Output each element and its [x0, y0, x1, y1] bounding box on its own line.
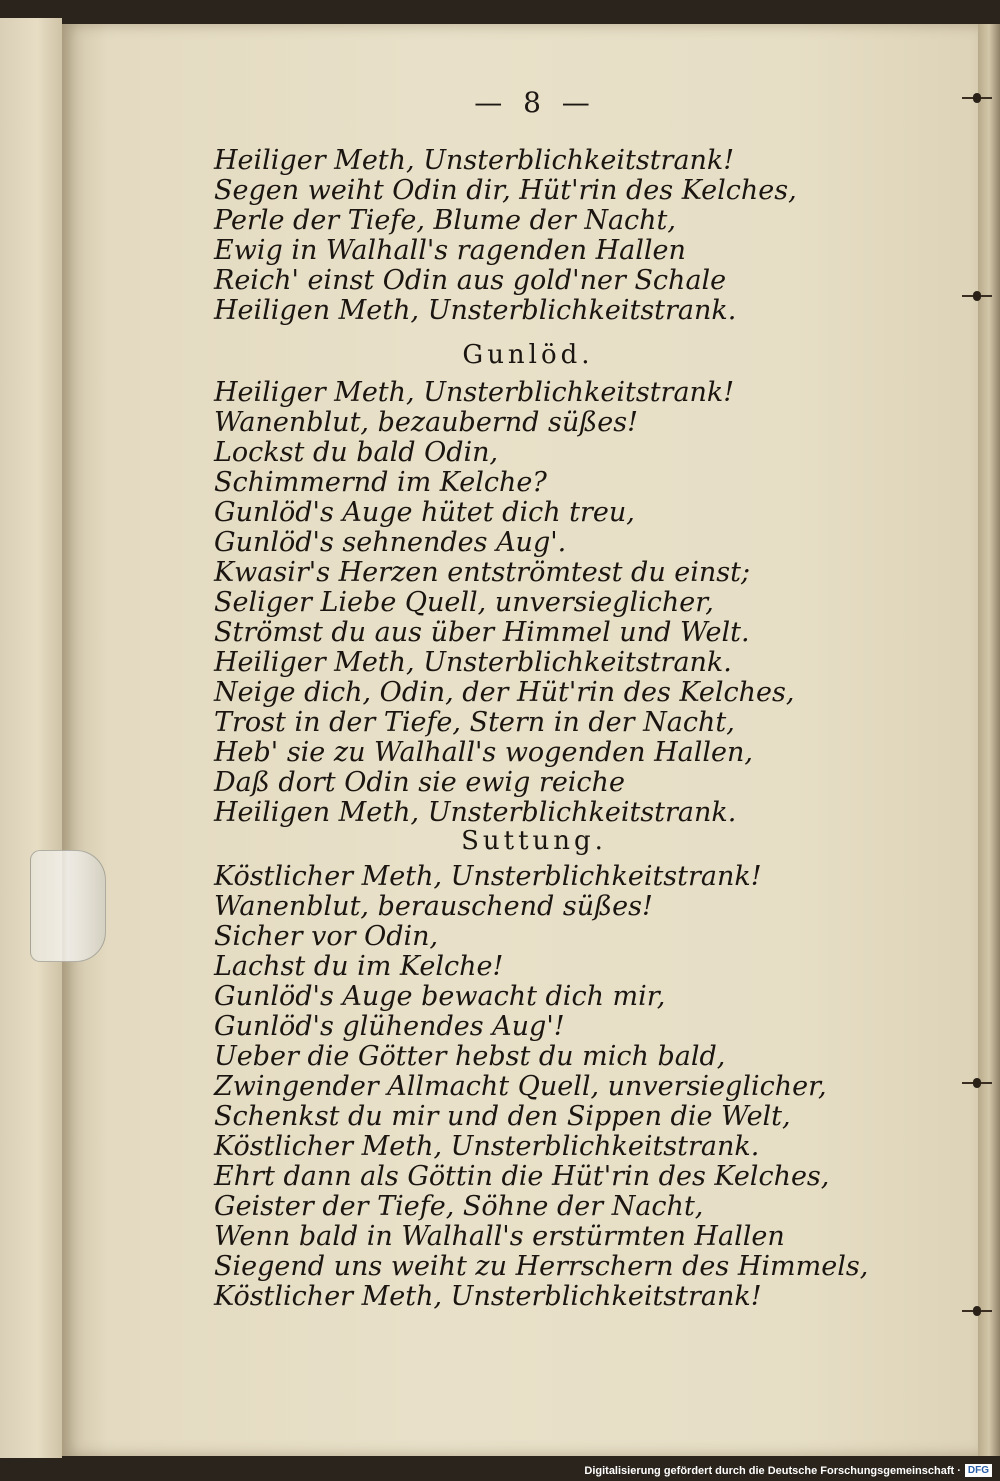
binding-pin-icon — [962, 1077, 992, 1089]
plastic-clip — [30, 850, 106, 962]
verse-line: Zwingender Allmacht Quell, unversieglicher, — [214, 1071, 827, 1102]
footer-text: Digitalisierung gefördert durch die Deutsche Forschungsgemeinschaft · — [584, 1464, 961, 1477]
verse-line: Strömst du aus über Himmel und Welt. — [214, 617, 750, 648]
verse-line: Heiligen Meth, Unsterblichkeitstrank. — [214, 797, 737, 828]
heading-gunloed: Gunlöd. — [462, 340, 594, 370]
stanza-suttung — [214, 861, 869, 1312]
verse-line: Siegend uns weiht zu Herrschern des Himmels, — [214, 1251, 869, 1282]
verse-line: Heiliger Meth, Unsterblichkeitstrank! — [214, 145, 735, 176]
verse-line: Gunlöd's Auge bewacht dich mir, — [214, 981, 666, 1012]
verse-line: Lockst du bald Odin, — [214, 437, 499, 468]
verse-line: Gunlöd's Auge hütet dich treu, — [214, 497, 635, 528]
heading-suttung: Suttung. — [461, 826, 607, 856]
verse-line: Schimmernd im Kelche? — [214, 467, 547, 498]
verse-line: Schenkst du mir und den Sippen die Welt, — [214, 1101, 791, 1132]
verse-line: Seliger Liebe Quell, unversieglicher, — [214, 587, 714, 618]
verse-line: Wanenblut, bezaubernd süßes! — [214, 407, 638, 438]
verse-line: Wenn bald in Walhall's erstürmten Hallen — [214, 1221, 785, 1252]
stanza-gunloed — [214, 377, 795, 828]
verse-line: Heb' sie zu Walhall's wogenden Hallen, — [214, 737, 753, 768]
dfg-logo-icon: DFG — [965, 1464, 992, 1477]
verse-line: Lachst du im Kelche! — [214, 951, 504, 982]
previous-page-edge — [0, 18, 62, 1458]
verse-line: Wanenblut, berauschend süßes! — [214, 891, 653, 922]
binding-pin-icon — [962, 290, 992, 302]
verse-line: Köstlicher Meth, Unsterblichkeitstrank! — [214, 1281, 762, 1312]
binding-pin-icon — [962, 1305, 992, 1317]
verse-line: Perle der Tiefe, Blume der Nacht, — [214, 205, 676, 236]
footer-credit — [584, 1464, 992, 1477]
verse-line: Gunlöd's glühendes Aug'! — [214, 1011, 565, 1042]
verse-line: Geister der Tiefe, Söhne der Nacht, — [214, 1191, 704, 1222]
binding-pin-icon — [962, 92, 992, 104]
verse-line: Ueber die Götter hebst du mich bald, — [214, 1041, 726, 1072]
verse-line: Heiliger Meth, Unsterblichkeitstrank! — [214, 377, 735, 408]
verse-line: Reich' einst Odin aus gold'ner Schale — [214, 265, 727, 296]
verse-line: Heiligen Meth, Unsterblichkeitstrank. — [214, 295, 737, 326]
verse-line: Gunlöd's sehnendes Aug'. — [214, 527, 567, 558]
verse-line: Heiliger Meth, Unsterblichkeitstrank. — [214, 647, 732, 678]
verse-line: Köstlicher Meth, Unsterblichkeitstrank. — [214, 1131, 760, 1162]
verse-line: Köstlicher Meth, Unsterblichkeitstrank! — [214, 861, 762, 892]
page-number: — 8 — — [474, 86, 596, 119]
verse-line: Trost in der Tiefe, Stern in der Nacht, — [214, 707, 735, 738]
verse-line: Kwasir's Herzen entströmtest du einst; — [214, 557, 751, 588]
verse-line: Ehrt dann als Göttin die Hüt'rin des Kelches, — [214, 1161, 830, 1192]
verse-line: Neige dich, Odin, der Hüt'rin des Kelches, — [214, 677, 795, 708]
page-binding-edge — [978, 24, 1000, 1456]
verse-line: Daß dort Odin sie ewig reiche — [214, 767, 625, 798]
verse-line: Segen weiht Odin dir, Hüt'rin des Kelches, — [214, 175, 797, 206]
stanza-odin — [214, 145, 797, 326]
verse-line: Sicher vor Odin, — [214, 921, 439, 952]
verse-line: Ewig in Walhall's ragenden Hallen — [214, 235, 686, 266]
